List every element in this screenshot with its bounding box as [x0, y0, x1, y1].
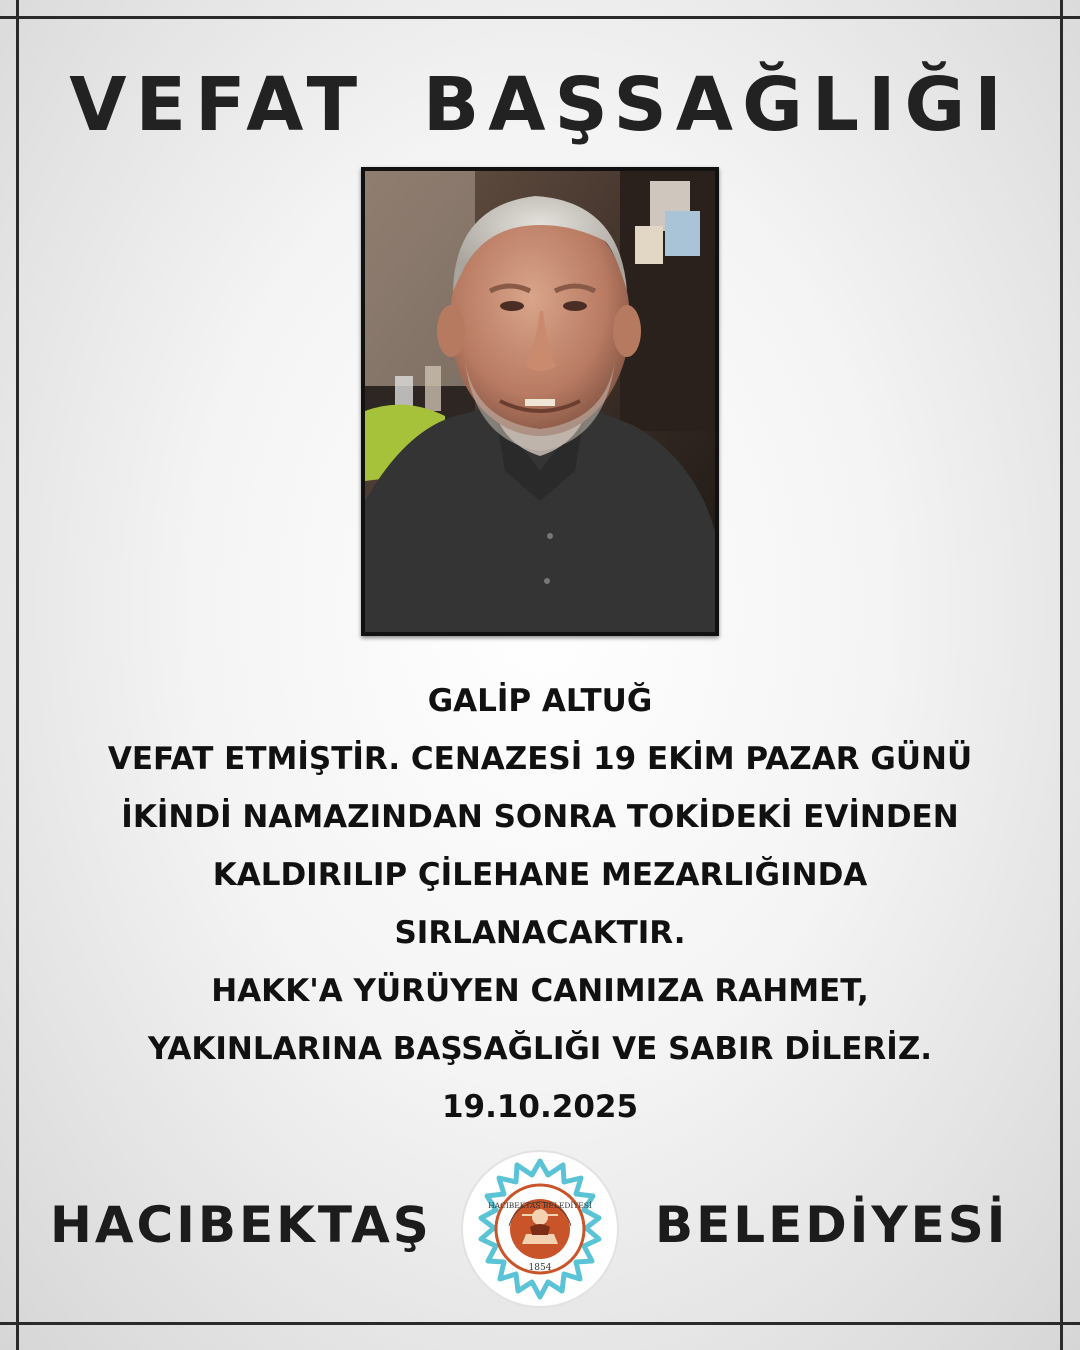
frame-line-left	[16, 0, 19, 1350]
message-line: YAKINLARINA BAŞSAĞLIĞI VE SABIR DİLERİZ.	[147, 1031, 933, 1067]
portrait-photo	[361, 167, 719, 636]
message-line: KALDIRILIP ÇİLEHANE MEZARLIĞINDA	[212, 857, 868, 893]
message-line: VEFAT ETMİŞTİR. CENAZESİ 19 EKİM PAZAR GÜNÜ	[107, 741, 973, 777]
deceased-name: GALİP ALTUĞ	[427, 683, 653, 719]
condolence-message	[40, 672, 1040, 1136]
frame-line-top	[0, 16, 1080, 19]
headline: VEFAT BAŞSAĞLIĞI	[69, 62, 1011, 148]
message-line: HAKK'A YÜRÜYEN CANIMIZA RAHMET,	[211, 973, 869, 1009]
frame-line-right	[1060, 0, 1063, 1350]
emblem-ring-text: HACIBEKTAŞ BELEDİYESİ	[488, 1201, 592, 1210]
portrait-illustration	[365, 171, 715, 632]
announcement-date: 19.10.2025	[441, 1089, 639, 1125]
frame-line-bottom	[0, 1322, 1080, 1325]
footer-municipality-word: BELEDİYESİ	[655, 1196, 1009, 1254]
message-line: SIRLANACAKTIR.	[394, 915, 686, 951]
footer-municipality-name: HACIBEKTAŞ	[50, 1196, 432, 1254]
municipality-emblem-logo	[460, 1149, 620, 1309]
message-line: İKİNDİ NAMAZINDAN SONRA TOKİDEKİ EVİNDEN	[121, 799, 959, 835]
emblem-year: 1854	[528, 1263, 552, 1273]
